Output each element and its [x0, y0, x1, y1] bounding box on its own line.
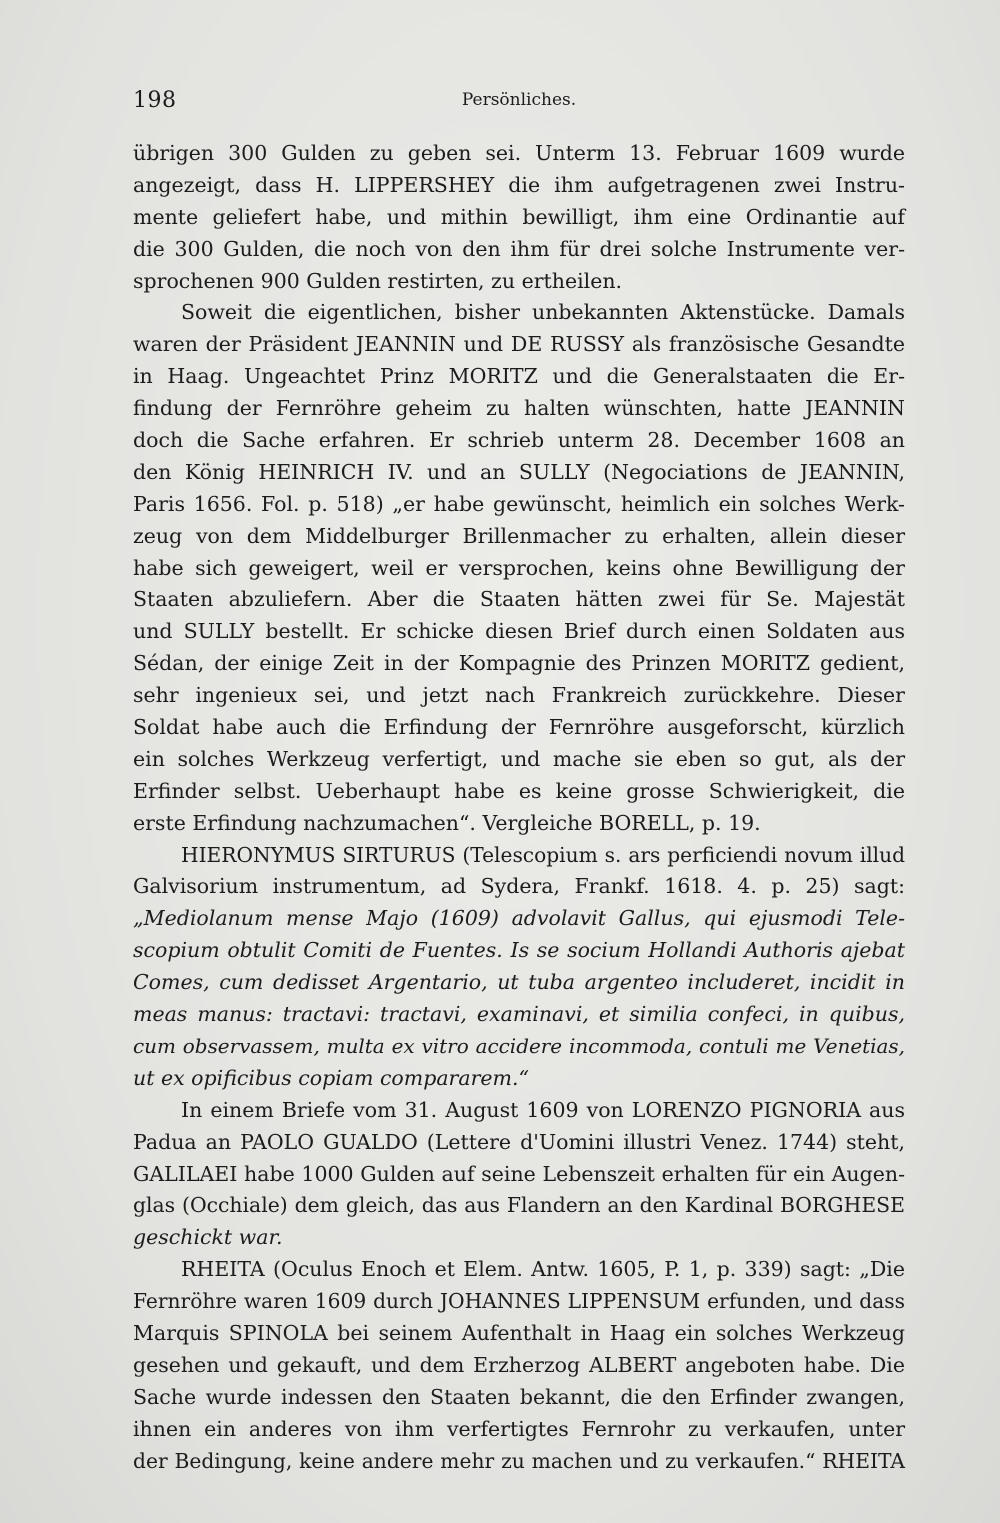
text-line: Erfinder selbst. Ueberhaupt habe es keine grosse Schwierigkeit, die [133, 778, 905, 803]
text-line: scopium obtulit Comiti de Fuentes. Is se socium Hollandi Authoris ajebat [133, 938, 905, 963]
text-line: übrigen 300 Gulden zu geben sei. Unterm 13. Februar 1609 wurde [133, 141, 905, 165]
text-line: waren der Präsident JEANNIN und DE RUSSY als französische Gesandte [133, 332, 905, 357]
page-header [133, 88, 905, 118]
text-line: Comes, cum dedisset Argentario, ut tuba argenteo includeret, incidit in [133, 970, 905, 995]
text-line: ein solches Werkzeug verfertigt, und mache sie eben so gut, als der [133, 746, 905, 771]
text-line: ihnen ein anderes von ihm verfertigtes Fernrohr zu verkaufen, unter [133, 1416, 905, 1441]
text-line: Fernröhre waren 1609 durch JOHANNES LIPPENSUM erfunden, und dass [133, 1289, 905, 1314]
text-line: mente geliefert habe, und mithin bewilligt, ihm eine Ordinantie auf [133, 204, 905, 229]
text-line: ut ex opificibus copiam compararem.“ [133, 1065, 529, 1090]
text-line: In einem Briefe vom 31. August 1609 von LORENZO PIGNORIA aus [181, 1097, 905, 1122]
text-line: gesehen und gekauft, und dem Erzherzog ALBERT angeboten habe. Die [133, 1352, 905, 1377]
text-line: habe sich geweigert, weil er versprochen, keins ohne Bewilligung der [133, 555, 905, 580]
text-line: Soldat habe auch die Erfindung der Fernröhre ausgeforscht, kürzlich [133, 715, 905, 740]
text-line: Soweit die eigentlichen, bisher unbekannten Aktenstücke. Damals [181, 300, 905, 325]
text-line: doch die Sache erfahren. Er schrieb unterm 28. December 1608 an [133, 428, 905, 453]
text-line: angezeigt, dass H. LIPPERSHEY die ihm aufgetragenen zwei Instru- [133, 172, 905, 197]
text-line: sprochenen 900 Gulden restirten, zu ertheilen. [133, 268, 623, 293]
text-line: Paris 1656. Fol. p. 518) „er habe gewünscht, heimlich ein solches Werk- [133, 491, 905, 516]
text-line: GALILAEI habe 1000 Gulden auf seine Lebenszeit erhalten für ein Augen- [133, 1161, 905, 1186]
text-line: Sache wurde indessen den Staaten bekannt, die den Erfinder zwangen, [133, 1384, 905, 1409]
text-line: Padua an PAOLO GUALDO (Lettere d'Uomini illustri Venez. 1744) steht, [133, 1129, 905, 1154]
running-head: Persönliches. [461, 90, 577, 110]
text-line: HIERONYMUS SIRTURUS (Telescopium s. ars perficiendi novum illud [181, 842, 905, 867]
text-line: geschickt war. [133, 1225, 283, 1250]
text-line: und SULLY bestellt. Er schicke diesen Brief durch einen Soldaten aus [133, 619, 905, 644]
text-line: erste Erfindung nachzumachen“. Vergleiche BORELL, p. 19. [133, 810, 761, 835]
text-line: die 300 Gulden, die noch von den ihm für drei solche Instrumente ver- [133, 236, 905, 261]
page-number: 198 [133, 88, 177, 113]
text-line: zeug von dem Middelburger Brillenmacher zu erhalten, allein dieser [133, 523, 905, 548]
text-line: cum observassem, multa ex vitro accidere incommoda, contuli me Venetias, [133, 1033, 905, 1058]
body-text [133, 138, 905, 1477]
text-line: findung der Fernröhre geheim zu halten wünschten, hatte JEANNIN [133, 396, 905, 421]
text-line: Sédan, der einige Zeit in der Kompagnie des Prinzen MORITZ gedient, [133, 651, 905, 676]
text-line: in Haag. Ungeachtet Prinz MORITZ und die Generalstaaten die Er- [133, 364, 905, 389]
text-line: RHEITA (Oculus Enoch et Elem. Antw. 1605, P. 1, p. 339) sagt: „Die [181, 1257, 905, 1282]
text-line: den König HEINRICH IV. und an SULLY (Negociations de JEANNIN, [133, 459, 905, 484]
text-line: „Mediolanum mense Majo (1609) advolavit Gallus, qui ejusmodi Tele- [133, 906, 905, 931]
text-line: Galvisorium instrumentum, ad Sydera, Frankf. 1618. 4. p. 25) sagt: [133, 874, 905, 899]
text-line: Staaten abzuliefern. Aber die Staaten hätten zwei für Se. Majestät [133, 587, 905, 612]
text-line: glas (Occhiale) dem gleich, das aus Flandern an den Kardinal BORGHESE [133, 1193, 905, 1218]
text-line: Marquis SPINOLA bei seinem Aufenthalt in Haag ein solches Werkzeug [133, 1320, 905, 1345]
text-line: sehr ingenieux sei, und jetzt nach Frankreich zurückkehre. Dieser [133, 683, 905, 708]
text-line: der Bedingung, keine andere mehr zu machen und zu verkaufen.“ RHEITA [133, 1448, 905, 1473]
text-line: meas manus: tractavi: tractavi, examinavi, et similia confeci, in quibus, [133, 1002, 905, 1027]
